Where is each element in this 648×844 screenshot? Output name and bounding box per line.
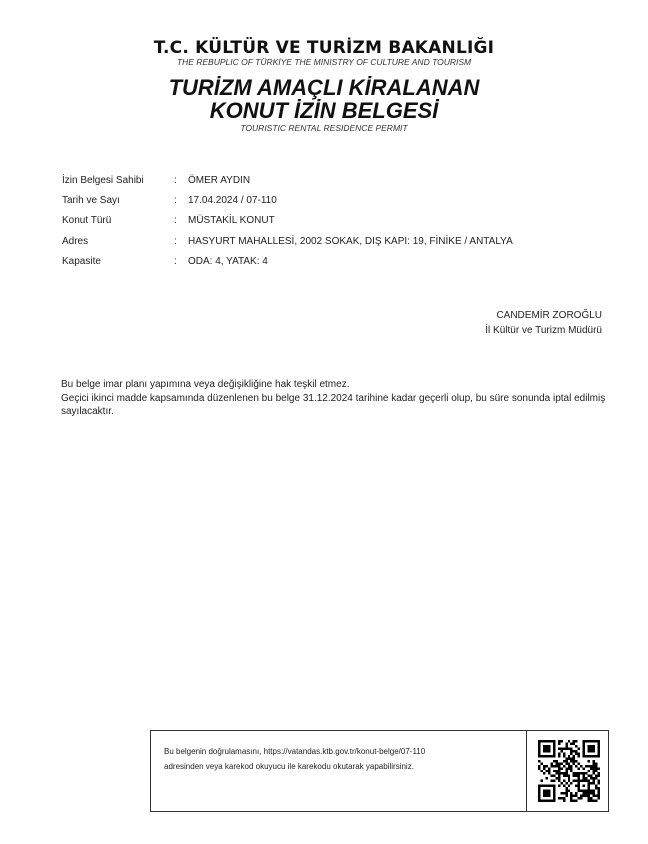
signature-block	[485, 308, 602, 338]
field-label: Konut Türü	[62, 215, 112, 227]
note-line: Bu belge imar planı yapımına veya değişikliğine hak teşkil etmez.	[61, 379, 350, 390]
permit-fields	[62, 170, 513, 272]
verification-text	[164, 744, 504, 774]
field-value: HASYURT MAHALLESİ, 2002 SOKAK, DIŞ KAPI: 19, FİNİKE / ANTALYA	[188, 235, 513, 247]
field-label: İzin Belgesi Sahibi	[62, 174, 144, 186]
field-value: ODA: 4, YATAK: 4	[188, 256, 268, 268]
field-row-address	[62, 231, 513, 251]
legal-notes	[61, 378, 613, 419]
ministry-title-english: THE REBUPLIC OF TÜRKİYE THE MINISTRY OF CULTURE AND TOURISM	[176, 57, 472, 67]
field-colon: :	[174, 195, 177, 207]
field-row-date	[62, 190, 513, 210]
qr-cell	[526, 731, 609, 811]
document-header	[0, 38, 648, 133]
field-label: Adres	[62, 235, 89, 247]
field-colon: :	[174, 215, 177, 227]
signatory-name: CANDEMİR ZOROĞLU	[496, 310, 602, 321]
note-line: Geçici ikinci madde kapsamında düzenlenen bu belge 31.12.2024 tarihine kadar geçerli olup, bu süre sonunda iptal edilmiş sayılacaktır.	[61, 392, 606, 417]
field-label: Tarih ve Sayı	[62, 195, 120, 207]
signatory-role: İl Kültür ve Turizm Müdürü	[485, 325, 602, 336]
permit-title-line2: KONUT İZİN BELGESİ	[209, 98, 439, 123]
field-value: ÖMER AYDIN	[188, 174, 251, 186]
field-value: MÜSTAKİL KONUT	[188, 215, 275, 227]
field-row-type	[62, 211, 513, 231]
verification-line[interactable]: Bu belgenin doğrulamasını, https://vatandas.ktb.gov.tr/konut-belge/07-110	[164, 747, 426, 756]
verification-box	[150, 730, 609, 812]
field-colon: :	[174, 256, 177, 268]
ministry-title: T.C. KÜLTÜR VE TURİZM BAKANLIĞI	[153, 38, 495, 58]
field-colon: :	[174, 174, 177, 186]
verification-line: adresinden veya karekod okuyucu ile karekodu okutarak yapabilirsiniz.	[164, 762, 414, 771]
field-row-capacity	[62, 252, 513, 272]
field-value: 17.04.2024 / 07-110	[188, 195, 277, 207]
field-label: Kapasite	[62, 256, 101, 268]
qr-code-icon	[538, 740, 600, 802]
field-row-owner	[62, 170, 513, 190]
permit-title-english: TOURISTIC RENTAL RESIDENCE PERMIT	[240, 123, 408, 133]
field-colon: :	[174, 235, 177, 247]
permit-title-line1: TURİZM AMAÇLI KİRALANAN	[168, 75, 480, 100]
